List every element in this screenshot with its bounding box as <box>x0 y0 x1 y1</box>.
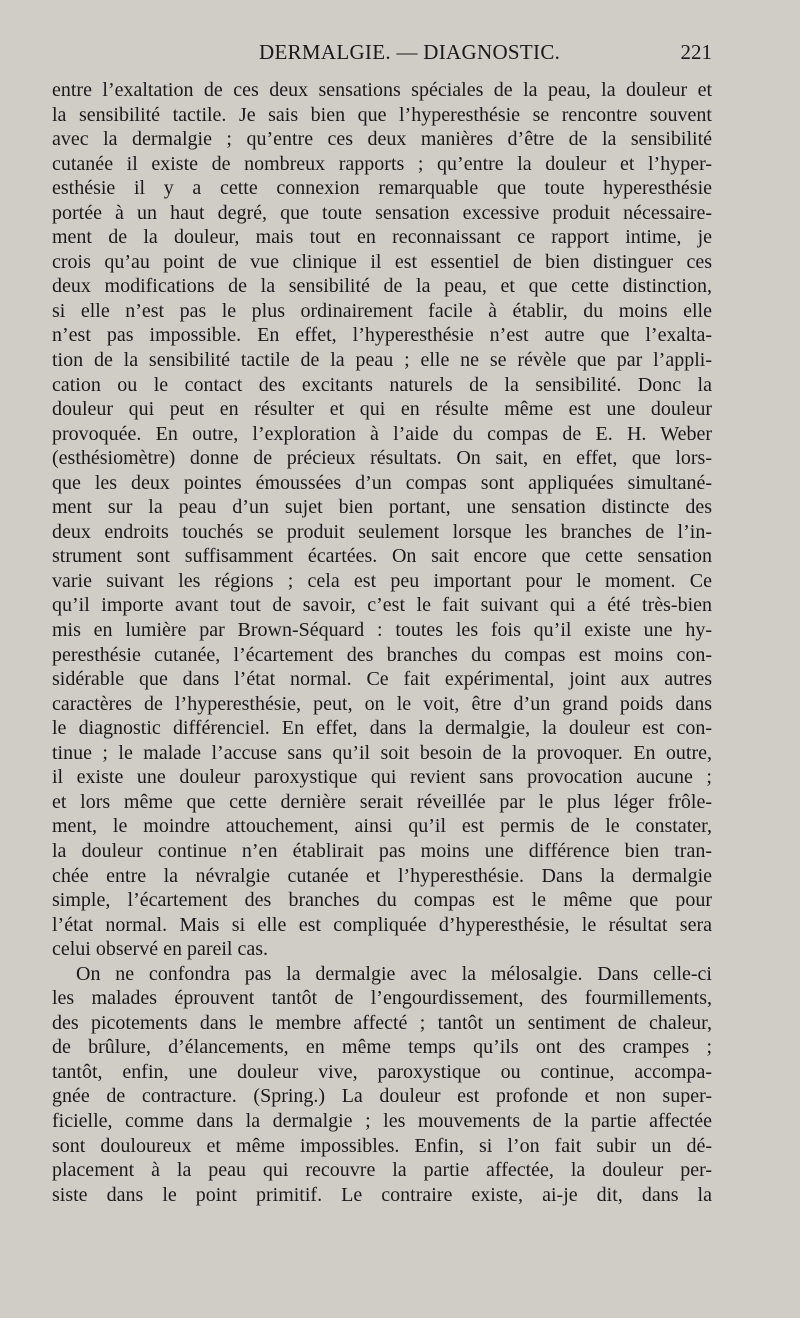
text-line: ment de la douleur, mais tout en reconnaissant ce rapport intime, je <box>52 226 712 249</box>
text-line: (esthésiomètre) donne de précieux résultats. On sait, en effet, que lors- <box>52 447 712 470</box>
text-line: n’est pas impossible. En effet, l’hyperesthésie n’est autre que l’exalta- <box>52 324 712 347</box>
text-line: esthésie il y a cette connexion remarquable que toute hyperesthésie <box>52 177 712 200</box>
body-text <box>52 78 712 1207</box>
text-line: placement à la peau qui recouvre la partie affectée, la douleur per- <box>52 1159 712 1182</box>
text-line: tion de la sensibilité tactile de la peau ; elle ne se révèle que par l’appli- <box>52 349 712 372</box>
text-line: sidérable que dans l’état normal. Ce fait expérimental, joint aux autres <box>52 668 712 691</box>
text-line: le diagnostic différenciel. En effet, dans la dermalgie, la douleur est con- <box>52 717 712 740</box>
text-line: varie suivant les régions ; cela est peu important pour le moment. Ce <box>52 569 712 592</box>
text-line: portée à un haut degré, que toute sensation excessive produit nécessaire- <box>52 201 712 224</box>
text-line: siste dans le point primitif. Le contraire existe, ai-je dit, dans la <box>52 1183 712 1206</box>
text-line: deux endroits touchés se produit seulement lorsque les branches de l’in- <box>52 520 712 543</box>
text-line: gnée de contracture. (Spring.) La douleur est profonde et non super- <box>52 1085 712 1108</box>
text-line: ficielle, comme dans la dermalgie ; les mouvements de la partie affectée <box>52 1109 712 1132</box>
text-line: ment sur la peau d’un sujet bien portant, une sensation distincte des <box>52 496 712 519</box>
text-line: la sensibilité tactile. Je sais bien que l’hyperesthésie se rencontre souvent <box>52 103 712 126</box>
text-line: que les deux pointes émoussées d’un compas sont appliquées simultané- <box>52 471 712 494</box>
text-line: tantôt, enfin, une douleur vive, paroxystique ou continue, accompa- <box>52 1060 712 1083</box>
text-line: crois qu’au point de vue clinique il est essentiel de bien distinguer ces <box>52 250 712 273</box>
text-line: tinue ; le malade l’accuse sans qu’il soit besoin de la provoquer. En outre, <box>52 741 712 764</box>
text-line: entre l’exaltation de ces deux sensations spéciales de la peau, la douleur et <box>52 79 712 101</box>
text-line: il existe une douleur paroxystique qui revient sans provocation aucune ; <box>52 766 712 789</box>
text-line: si elle n’est pas le plus ordinairement facile à établir, du moins elle <box>52 299 712 322</box>
text-line: cutanée il existe de nombreux rapports ; qu’entre la douleur et l’hyper- <box>52 152 712 175</box>
text-line: celui observé en pareil cas. <box>52 938 269 961</box>
running-head-title: DERMALGIE. — DIAGNOSTIC. <box>259 40 561 64</box>
running-head <box>52 40 712 72</box>
text-line: qu’il importe avant tout de savoir, c’est le fait suivant qui a été très-bien <box>52 594 712 617</box>
text-line: avec la dermalgie ; qu’entre ces deux manières d’être de la sensibilité <box>52 128 712 151</box>
page-number: 221 <box>680 40 712 64</box>
text-line: l’état normal. Mais si elle est compliquée d’hyperesthésie, le résultat sera <box>52 913 712 936</box>
text-line: cation ou le contact des excitants naturels de la sensibilité. Donc la <box>52 373 712 396</box>
text-line: deux modifications de la sensibilité de la peau, et que cette distinction, <box>52 275 712 298</box>
text-line: chée entre la névralgie cutanée et l’hyperesthésie. Dans la dermalgie <box>52 864 712 887</box>
text-line: On ne confondra pas la dermalgie avec la mélosalgie. Dans celle-ci <box>76 962 712 985</box>
text-line: de brûlure, d’élancements, en même temps qu’ils ont des crampes ; <box>52 1036 712 1059</box>
text-line: peresthésie cutanée, l’écartement des branches du compas est moins con- <box>52 643 712 666</box>
text-line: mis en lumière par Brown-Séquard : toutes les fois qu’il existe une hy- <box>52 619 712 642</box>
text-line: strument sont suffisamment écartées. On sait encore que cette sensation <box>52 545 712 568</box>
text-line: des picotements dans le membre affecté ; tantôt un sentiment de chaleur, <box>52 1011 712 1034</box>
text-line: les malades éprouvent tantôt de l’engourdissement, des fourmillements, <box>52 987 712 1010</box>
text-line: caractères de l’hyperesthésie, peut, on le voit, être d’un grand poids dans <box>52 692 712 715</box>
text-line: la douleur continue n’en établirait pas moins une différence bien tran- <box>52 839 712 862</box>
text-line: ment, le moindre attouchement, ainsi qu’il est permis de le constater, <box>52 815 712 838</box>
text-line: douleur qui peut en résulter et qui en résulte même est une douleur <box>52 398 712 421</box>
text-line: et lors même que cette dernière serait réveillée par le plus léger frôle- <box>52 790 712 813</box>
text-line: simple, l’écartement des branches du compas est le même que pour <box>52 889 712 912</box>
text-line: provoquée. En outre, l’exploration à l’aide du compas de E. H. Weber <box>52 422 712 445</box>
text-line: sont douloureux et même impossibles. Enfin, si l’on fait subir un dé- <box>52 1134 712 1157</box>
